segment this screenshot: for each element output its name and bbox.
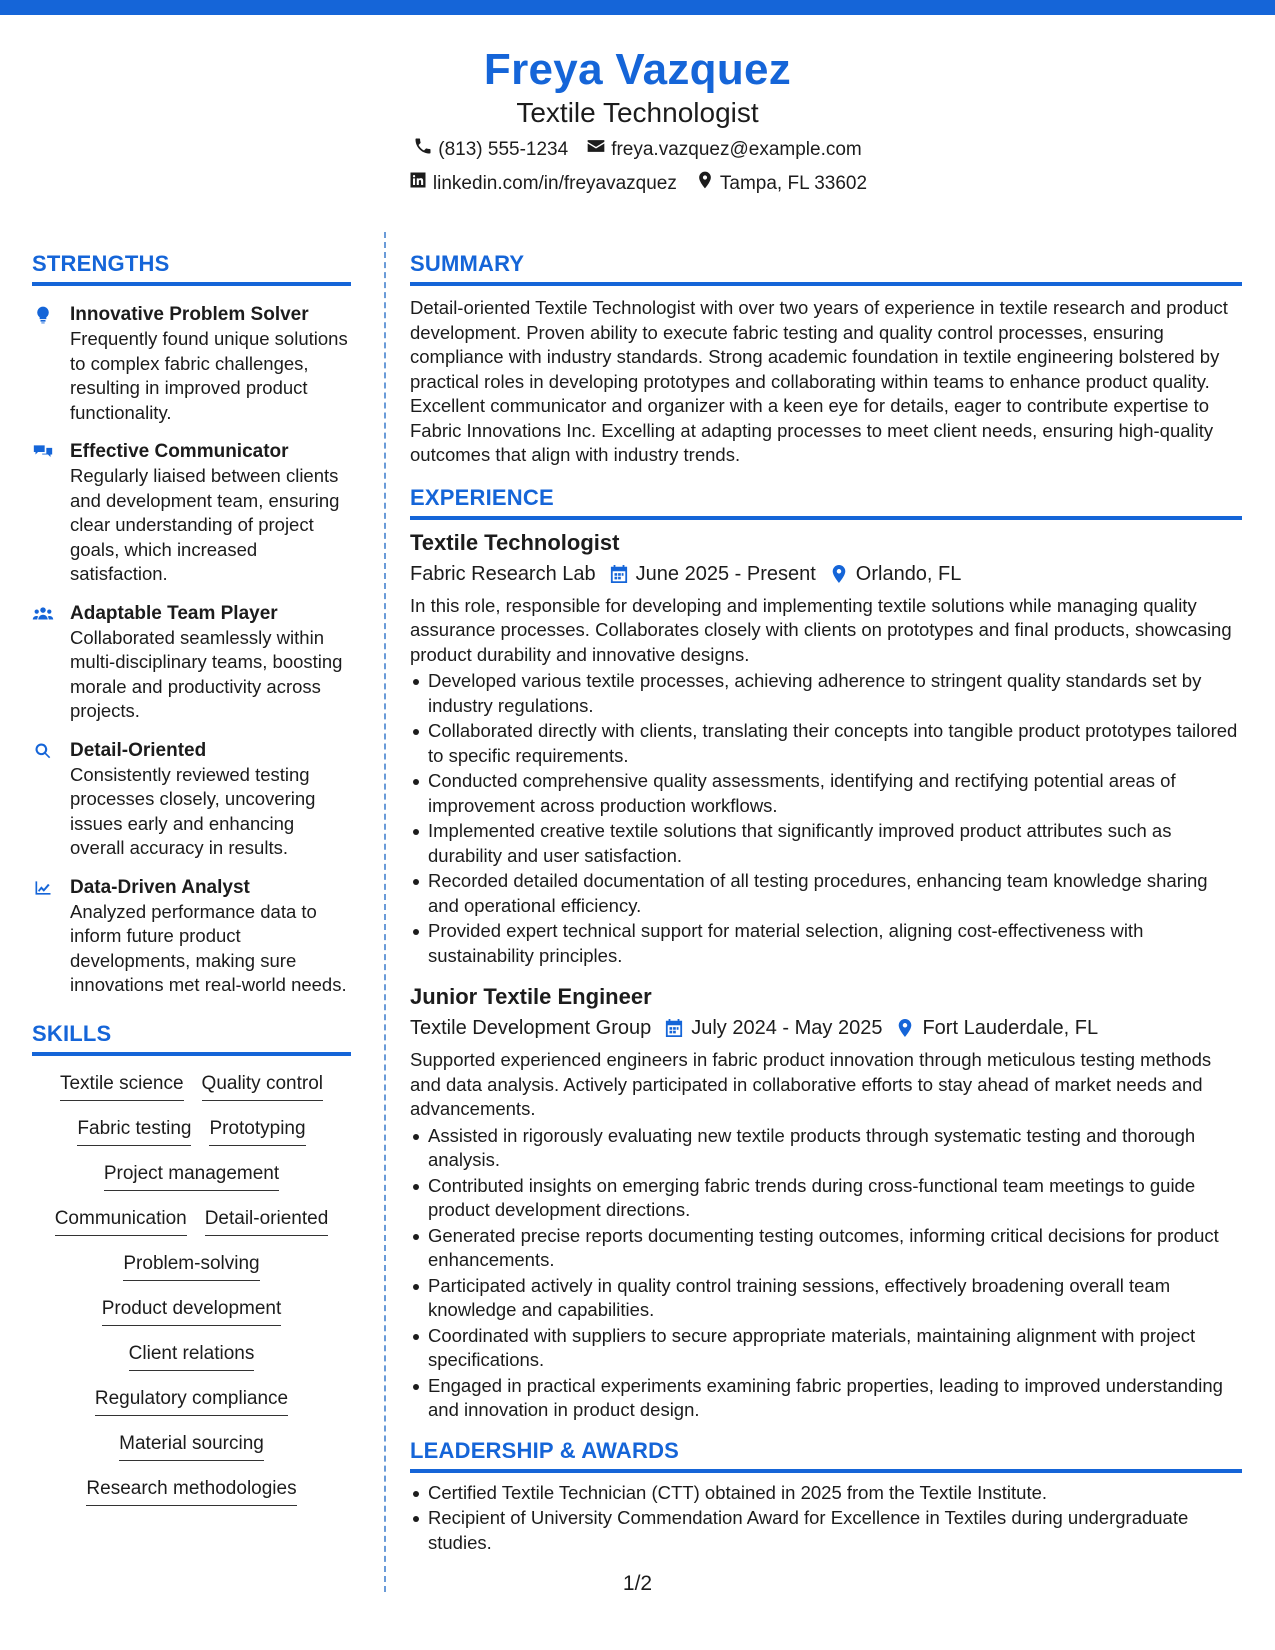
skill-tag: Textile science	[60, 1072, 184, 1101]
job-title: Textile Technologist	[410, 529, 620, 555]
skill-tag: Prototyping	[209, 1117, 305, 1146]
job-company: Textile Development Group	[410, 1017, 652, 1039]
job-dates: July 2024 - May 2025	[691, 1017, 883, 1039]
job-bullet: Provided expert technical support for material selection, aligning cost-effectiveness with sustainability principles.	[410, 919, 1242, 968]
chart-line-icon	[32, 885, 54, 902]
strength-desc: Collaborated seamlessly within multi-disciplinary teams, boosting morale and productivity across projects.	[70, 626, 343, 721]
phone-text: (813) 555-1234	[438, 138, 569, 160]
skill-tag: Detail-oriented	[205, 1207, 329, 1236]
calendar-icon	[610, 564, 628, 584]
job-meta	[410, 1014, 1242, 1042]
strengths-list	[32, 302, 351, 998]
chat-icon	[32, 449, 54, 466]
skill-tag: Research methodologies	[86, 1477, 296, 1506]
location-text: Tampa, FL 33602	[719, 172, 868, 194]
strength-item	[32, 439, 351, 587]
job-bullet: Participated actively in quality control training sessions, effectively broadening overall team knowledge and capabilities.	[410, 1274, 1242, 1323]
job-title: Junior Textile Engineer	[410, 984, 652, 1009]
contact-row-1	[0, 136, 1275, 163]
experience-heading: EXPERIENCE	[410, 484, 1242, 520]
location-contact	[695, 170, 867, 197]
team-icon	[32, 611, 54, 628]
linkedin-text[interactable]: linkedin.com/in/freyavazquez	[432, 172, 677, 194]
left-column	[32, 250, 351, 1522]
search-icon	[32, 748, 54, 765]
job-bullet: Assisted in rigorously evaluating new textile products through systematic testing and thorough analysis.	[410, 1124, 1242, 1173]
job-entry	[410, 982, 1242, 1423]
job-location: Orlando, FL	[855, 562, 962, 585]
linkedin-contact[interactable]	[408, 170, 677, 197]
summary-text: Detail-oriented Textile Technologist with over two years of experience in textile research and product development. Proven ability to execute fabric testing and quality control processes, ensuring compliance with industry standards. Strong academic foundation in textile engineering bolstered by practical roles in developing prototypes and collaborating within teams to enhance product quality. Excellent communicator and organizer with a keen eye for details, eager to contribute expertise to Fabric Innovations Inc. Excelling at adapting processes to meet client needs, ensuring high-quality outcomes that align with industry trends.	[410, 297, 1228, 465]
skills-heading: SKILLS	[32, 1020, 351, 1056]
skill-row	[95, 1387, 288, 1432]
strength-desc: Frequently found unique solutions to complex fabric challenges, resulting in improved product functionality.	[70, 328, 348, 423]
job-bullet: Developed various textile processes, achieving adherence to stringent quality standards set by industry regulations.	[410, 669, 1242, 718]
skill-tag: Quality control	[202, 1072, 323, 1101]
strength-title: Innovative Problem Solver	[70, 304, 309, 325]
strength-desc: Consistently reviewed testing processes closely, uncovering issues early and enhancing overall accuracy in results.	[70, 763, 316, 858]
skill-tag: Fabric testing	[77, 1117, 191, 1146]
jobs-list	[410, 528, 1242, 1423]
phone-contact	[413, 136, 568, 163]
strength-title: Adaptable Team Player	[70, 602, 278, 624]
skill-tag: Project management	[104, 1162, 279, 1191]
linkedin-icon	[408, 170, 428, 197]
resume-header	[0, 44, 1275, 197]
page-number: 1/2	[622, 1572, 653, 1595]
job-bullets	[410, 669, 1242, 968]
awards-list	[410, 1481, 1242, 1556]
email-text[interactable]: freya.vazquez@example.com	[611, 138, 862, 160]
job-bullet: Generated precise reports documenting testing outcomes, informing critical decisions for product enhancements.	[410, 1224, 1242, 1273]
strength-desc: Analyzed performance data to inform future product developments, making sure innovations met real-world needs.	[70, 900, 347, 995]
job-meta	[410, 560, 1242, 588]
strength-item	[32, 738, 351, 861]
calendar-icon	[665, 1018, 683, 1038]
skill-row	[86, 1477, 296, 1522]
strengths-heading: STRENGTHS	[32, 250, 351, 286]
job-bullet: Engaged in practical experiments examining fabric properties, leading to improved understanding and innovation in product design.	[410, 1374, 1242, 1423]
phone-icon	[413, 136, 433, 163]
job-entry	[410, 528, 1242, 969]
strength-title: Data-Driven Analyst	[70, 876, 250, 898]
strength-desc: Regularly liaised between clients and development team, ensuring clear understanding of project goals, which increased satisfaction.	[70, 465, 340, 584]
envelope-icon	[586, 136, 606, 163]
strength-title: Detail-Oriented	[70, 739, 207, 761]
job-bullet: Conducted comprehensive quality assessments, identifying and rectifying potential areas of improvement across production workflows.	[410, 769, 1242, 818]
strength-item	[32, 302, 351, 425]
candidate-title: Textile Technologist	[516, 97, 759, 128]
job-bullet: Coordinated with suppliers to secure appropriate materials, maintaining alignment with project specifications.	[410, 1324, 1242, 1373]
summary-heading: SUMMARY	[410, 250, 1242, 286]
map-pin-icon	[695, 170, 715, 197]
top-accent-bar	[0, 0, 1275, 15]
job-bullet: Recorded detailed documentation of all testing procedures, enhancing team knowledge sharing and operational efficiency.	[410, 869, 1242, 918]
contact-row-2	[0, 170, 1275, 197]
job-company: Fabric Research Lab	[410, 562, 596, 585]
email-contact[interactable]	[586, 136, 862, 163]
map-pin-icon	[830, 564, 848, 584]
job-description: In this role, responsible for developing and implementing textile solutions while managing quality assurance processes. Collaborates closely with clients on prototypes and final products, showcasing product durability and innovative designs.	[410, 594, 1232, 665]
skill-row	[102, 1297, 282, 1342]
lightbulb-icon	[32, 312, 54, 329]
column-divider	[384, 232, 386, 1592]
job-bullet: Implemented creative textile solutions that significantly improved product attributes such as durability and user satisfaction.	[410, 819, 1242, 868]
skill-row	[55, 1207, 329, 1252]
awards-section	[410, 1437, 1242, 1556]
job-bullets	[410, 1124, 1242, 1423]
awards-heading: LEADERSHIP & AWARDS	[410, 1437, 1242, 1473]
skill-tag: Product development	[102, 1297, 282, 1326]
skill-tag: Communication	[55, 1207, 187, 1236]
skill-row	[104, 1162, 279, 1207]
award-item: Recipient of University Commendation Award for Excellence in Textiles during undergraduate studies.	[410, 1506, 1242, 1555]
experience-section	[410, 484, 1242, 1423]
strength-item	[32, 601, 351, 724]
job-bullet: Contributed insights on emerging fabric trends during cross-functional team meetings to guide product development directions.	[410, 1174, 1242, 1223]
job-description: Supported experienced engineers in fabric product innovation through meticulous testing methods and data analysis. Actively participated in collaborative efforts to stay ahead of market needs and advancements.	[410, 1049, 1212, 1119]
skill-row	[129, 1342, 255, 1387]
skill-tag: Client relations	[129, 1342, 255, 1371]
skill-tag: Regulatory compliance	[95, 1387, 288, 1416]
strength-item	[32, 875, 351, 998]
skill-row	[77, 1117, 305, 1162]
right-column	[410, 250, 1242, 1555]
award-item: Certified Textile Technician (CTT) obtained in 2025 from the Textile Institute.	[410, 1481, 1242, 1506]
skill-tag: Material sourcing	[119, 1432, 264, 1461]
skill-row	[123, 1252, 259, 1297]
candidate-name: Freya Vazquez	[483, 45, 792, 94]
skill-tag: Problem-solving	[123, 1252, 259, 1281]
skills-list	[32, 1072, 351, 1522]
job-dates: June 2025 - Present	[635, 562, 816, 585]
skill-row	[60, 1072, 323, 1117]
strength-title: Effective Communicator	[70, 441, 289, 462]
map-pin-icon	[896, 1018, 914, 1038]
job-location: Fort Lauderdale, FL	[922, 1017, 1099, 1039]
job-bullet: Collaborated directly with clients, translating their concepts into tangible product prototypes tailored to specific requirements.	[410, 719, 1242, 768]
skill-row	[119, 1432, 264, 1477]
